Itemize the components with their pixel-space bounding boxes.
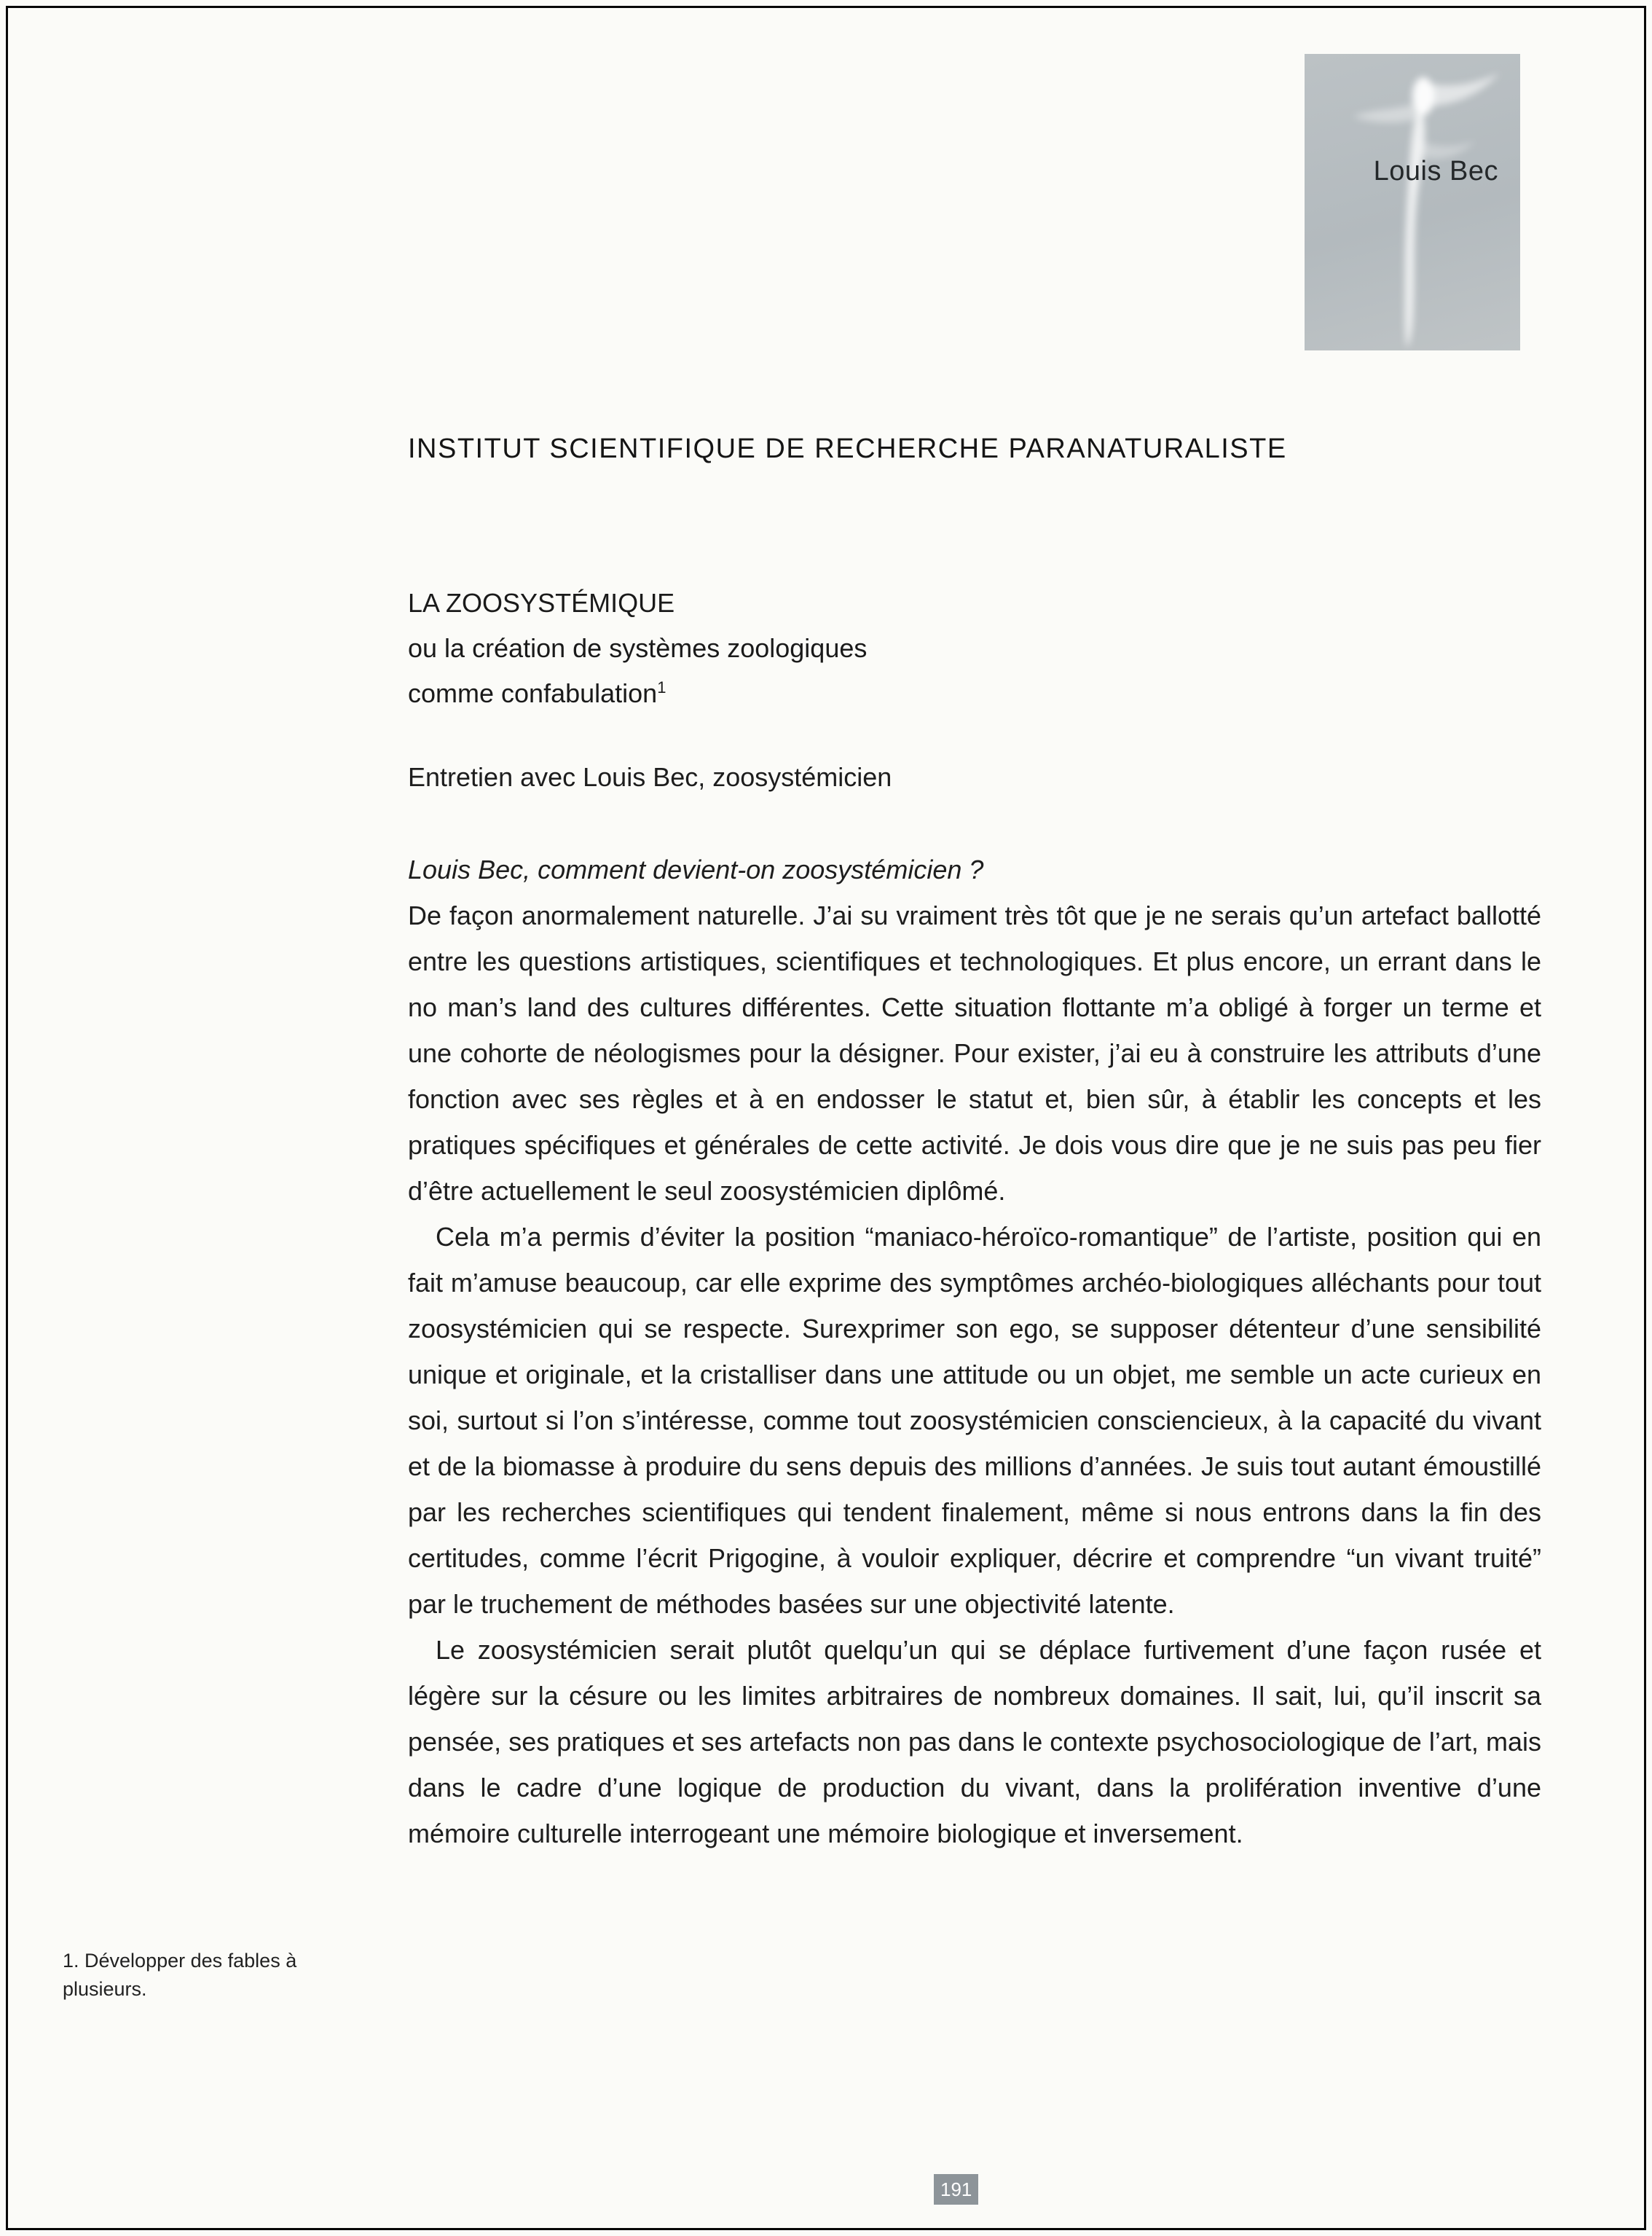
- page-number-badge: [934, 2174, 978, 2205]
- margin-footnote: 1. Développer des fables à plusieurs.: [63, 1950, 297, 2000]
- article-title-block: [408, 581, 1541, 716]
- ghost-creature-illustration: [1305, 54, 1520, 350]
- paragraph-3: Le zoosystémicien serait plutôt quelqu’un qui se déplace furtivement d’une façon rusée et légère sur la césure ou les limites arbitraires de nombreux domaines. Il sait, lui, qu’il inscrit sa pensée, ses pratiques et ses artefacts non pas dans le contexte psychosociologique de l’art, mais dans le cadre d’une logique de production du vivant, dans la prolifération inventive d’une mémoire culturelle interrogeant une mémoire biologique et inversement.: [408, 1635, 1541, 1848]
- page-number: 191: [940, 2178, 972, 2200]
- interview-text: [408, 847, 1541, 1856]
- paragraph-1: De façon anormalement naturelle. J’ai su vraiment très tôt que je ne serais qu’un artefact ballotté entre les questions artistiques, scientifiques et technologiques. Et plus encore, un errant dans le no man’s land des cultures différentes. Cette situation flottante m’a obligé à forger un terme et une cohorte de néologismes pour la désigner. Pour exister, j’ai eu à construire les attributs d’une fonction avec ses règles et à en endosser le statut et, bien sûr, à établir les concepts et les pratiques spécifiques et générales de cette activité. Je dois vous dire que je ne suis pas peu fier d’être actuellement le seul zoosystémicien diplômé.: [408, 901, 1541, 1206]
- author-name: Louis Bec: [1373, 156, 1498, 187]
- article-title-line-3-text: comme confabulation: [408, 678, 658, 708]
- byline: Entretien avec Louis Bec, zoosystémicien: [408, 762, 892, 792]
- paragraph-2: Cela m’a permis d’éviter la position “maniaco-héroïco-romantique” de l’artiste, position qui en fait m’amuse beaucoup, car elle exprime des symptômes archéo-biologiques alléchants pour tout zoosystémicien qui se respecte. Surexprimer son ego, se supposer détenteur d’une sensibilité unique et originale, et la cristalliser dans une attitude ou un objet, me semble un acte curieux en soi, surtout si l’on s’intéresse, comme tout zoosystémicien consciencieux, à la capacité du vivant et de la biomasse à produire du sens depuis des millions d’années. Je suis tout autant émoustillé par les recherches scientifiques qui tendent finalement, même si nous entrons dans la fin des certitudes, comme l’écrit Prigogine, à vouloir expliquer, décrire et comprendre “un vivant truité” par le truchement de méthodes basées sur une objectivité latente.: [408, 1222, 1541, 1619]
- footnote-reference: 1: [657, 678, 666, 697]
- article-body: [408, 434, 1541, 1856]
- interview-question: Louis Bec, comment devient-on zoosystémicien ?: [408, 855, 984, 884]
- institute-title: INSTITUT SCIENTIFIQUE DE RECHERCHE PARANATURALISTE: [408, 434, 1287, 464]
- article-title-line-2: ou la création de systèmes zoologiques: [408, 633, 868, 663]
- author-photo: [1305, 54, 1520, 350]
- article-title-line-1: LA ZOOSYSTÉMIQUE: [408, 588, 675, 618]
- article-title-line-3: [408, 671, 1541, 716]
